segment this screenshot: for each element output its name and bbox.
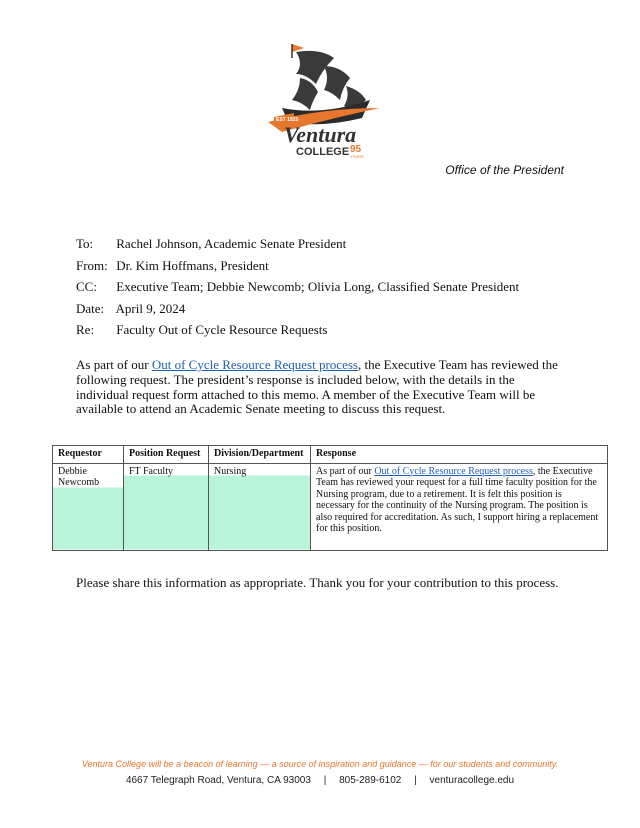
office-of-president: Office of the President [445,163,564,177]
memo-from-row [76,257,519,279]
table-header-row [53,446,608,464]
memo-from-label: From: [76,257,108,273]
memo-header [76,235,519,343]
response-request-link[interactable]: Out of Cycle Resource Request process [374,465,533,477]
memo-date-label: Date: [76,300,105,316]
footer-separator: | [414,775,417,786]
col-header-position: Position Request [124,446,209,464]
cell-requestor: Debbie Newcomb [53,463,124,550]
memo-cc-value: Executive Team; Debbie Newcomb; Olivia Long, Classified Senate President [116,279,520,295]
memo-cc-row [76,278,519,300]
memo-re-row [76,321,519,343]
footer-website[interactable]: venturacollege.edu [429,775,515,786]
svg-text:Ventura: Ventura [284,122,357,147]
footer-phone[interactable]: 805-289-6102 [339,775,402,786]
cell-position: FT Faculty [124,463,209,550]
memo-cc-label: CC: [76,279,97,295]
response-post: , the Executive Team has reviewed your request for a full time faculty position for the Nursing program, due to a retirement. It is felt this position is necessary for the continuity of the Nursing program. The position is also required for accreditation. As such, I support hiring a replacement for this position. [316,465,599,534]
memo-re-label: Re: [76,322,95,338]
request-table [52,445,608,551]
intro-pre: As part of our [76,357,152,372]
cell-division: Nursing [209,463,311,550]
table-row [53,463,608,550]
footer-tagline: Ventura College will be a beacon of learning — a source of inspiration and guidance — for our students and community. [81,759,559,769]
svg-text:YEARS: YEARS [350,154,364,159]
memo-date-row [76,300,519,322]
closing-paragraph: Please share this information as appropriate. Thank you for your contribution to this process. [76,575,559,590]
col-header-division: Division/Department [209,446,311,464]
response-pre: As part of our [316,465,375,477]
footer-address: 4667 Telegraph Road, Ventura, CA 93003 [125,775,311,786]
col-header-requestor: Requestor [53,446,124,464]
memo-re-value: Faculty Out of Cycle Resource Requests [116,322,328,338]
footer-separator: | [323,775,327,786]
col-header-response: Response [311,446,608,464]
svg-text:95: 95 [350,144,362,155]
intro-paragraph [76,358,570,417]
svg-text:COLLEGE: COLLEGE [296,146,350,158]
memo-to-row [76,235,519,257]
footer-contact [0,775,640,786]
memo-date-value: April 9, 2024 [115,300,186,316]
resource-request-link[interactable]: Out of Cycle Resource Request process [151,357,358,372]
svg-text:EST 1925: EST 1925 [276,117,299,123]
memo-to-label: To: [76,236,94,251]
intro-post: , the Executive Team has reviewed the following request. The president’s response is included below, with the details in the individual request form attached to this memo. A member of the Executive Team will be available to attend an Academic Senate meeting to discuss this request. [76,357,558,417]
memo-from-value: Dr. Kim Hoffmans, President [116,257,269,273]
ventura-college-logo [262,38,386,162]
memo-to-value: Rachel Johnson, Academic Senate President [116,236,347,251]
cell-response [311,463,608,550]
